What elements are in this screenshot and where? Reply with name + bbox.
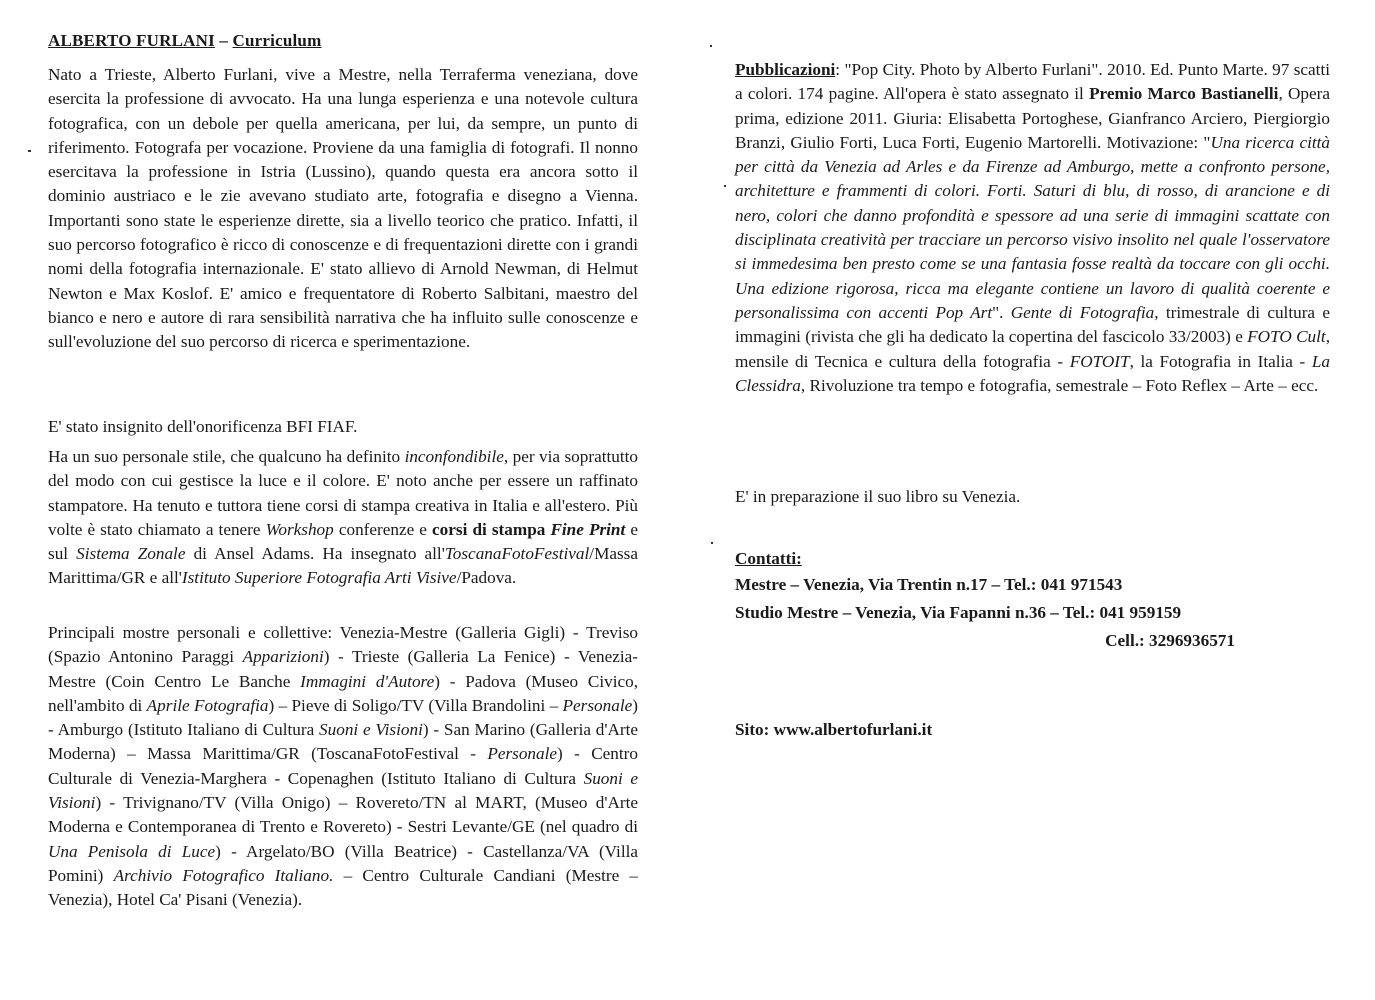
- italic-run: ToscanaFotoFestival: [444, 544, 590, 564]
- text-run: /Massa Marittima/GR e all': [48, 544, 638, 588]
- award-name: Premio Marco Bastianelli: [1089, 84, 1279, 104]
- text-run: : "Pop City. Photo by Alberto Furlani". 2010. Ed. Punto Marte. 97 scatti a colori. 174 pagine. All'opera è stato assegnato il: [735, 60, 1330, 104]
- italic-run: Personale: [487, 744, 558, 764]
- italic-run: Una Penisola di Luce: [48, 841, 216, 861]
- italic-run: Istituto Superiore Fotografia Arti Visive: [181, 568, 457, 588]
- text-run: e sul: [48, 519, 638, 564]
- italic-run: Archivio Fotografico Italiano.: [113, 865, 334, 885]
- contact-cell: Cell.: 3296936571: [1105, 631, 1235, 650]
- title-name: ALBERTO FURLANI: [48, 31, 215, 50]
- honor-paragraph: E' stato insignito dell'onorificenza BFI FIAF.: [48, 417, 358, 436]
- text-run: ) - Padova (Museo Civico, nell'ambito di: [48, 671, 638, 715]
- website-link[interactable]: Sito: www.albertofurlani.it: [735, 720, 933, 739]
- italic-run: FOTOIT: [1069, 351, 1130, 371]
- italic-run: FOTO Cult: [1247, 327, 1326, 347]
- text-run: , Rivoluzione tra tempo e fotografia, semestrale – Foto Reflex – Arte – ecc.: [800, 375, 1319, 395]
- title-curriculum: Curriculum: [232, 31, 322, 50]
- italic-run: Suoni e Visioni: [319, 720, 423, 740]
- text-run: , per via soprattutto del modo con cui gestisce la luce e il colore. E' noto anche per essere un raffinato stampatore. Ha tenuto e tuttora tiene corsi di stampa creativa in Italia e all'estero. Più volte è stato chiamato a tenere: [48, 447, 638, 539]
- italic-run: La Clessidra: [735, 351, 1330, 395]
- text-run: Principali mostre personali e collettive: Venezia-Mestre (Galleria Gigli) - Treviso (Spazio Antonino Paraggi: [48, 623, 638, 667]
- italic-run: Aprile Fotografia: [146, 695, 269, 715]
- text-run: , mensile di Tecnica e cultura della fotografia -: [735, 327, 1330, 371]
- text-run: ".: [992, 302, 1011, 322]
- text-run: ) - Centro Culturale di Venezia-Marghera - Copenaghen (Istituto Italiano di Cultura: [48, 744, 638, 788]
- motivation-quote: Una ricerca città per città da Venezia ad Arles e da Firenze ad Amburgo, mette a confronto persone, architetture e frammenti di colori. Forti. Saturi di blu, di rosso, di arancione e di nero, colori che danno profondità e spessore ad una serie di immagini scattate con disciplinata creatività per tracciare un percorso visivo insolito nel quale l'osservatore si immedesima ben presto come se una fantasia fosse realtà da toccare con gli occhi. Una edizione rigorosa, ricca ma elegante contiene un lavoro di qualità coerente e personalissima con accenti Pop Art: [735, 132, 1330, 322]
- text-run: ) - Trivignano/TV (Villa Onigo) – Rovereto/TN al MART, (Museo d'Arte Moderna e Contemporanea di Trento e Rovereto) - Sestri Levante/GE (nel quadro di: [48, 793, 638, 837]
- scan-speck: [724, 185, 726, 187]
- book-preparation-paragraph: E' in preparazione il suo libro su Venezia.: [735, 487, 1021, 506]
- text-run: di Ansel Adams. Ha insegnato all': [185, 544, 445, 564]
- contacts-label: Contatti:: [735, 549, 802, 568]
- italic-run: Suoni e Visioni: [48, 768, 638, 813]
- text-run: ) - Trieste (Galleria La Fenice) - Venezia-Mestre (Coin Centro Le Banche: [48, 647, 638, 691]
- italic-run: Personale: [562, 695, 633, 715]
- italic-run: inconfondibile: [404, 447, 504, 466]
- text-run: – Centro Culturale Candiani (Mestre – Venezia), Hotel Ca' Pisani (Venezia).: [48, 865, 638, 910]
- text-run: ) - San Marino (Galleria d'Arte Moderna) – Massa Marittima/GR (ToscanaFotoFestival -: [48, 720, 639, 764]
- text-run: , la Fotografia in Italia -: [1129, 351, 1312, 371]
- style-paragraph: [48, 445, 638, 591]
- scan-speck: [711, 542, 713, 544]
- text-run: ) - Amburgo (Istituto Italiano di Cultura: [48, 695, 638, 740]
- publications-label: Pubblicazioni: [735, 60, 836, 79]
- bold-italic-run: Fine Print: [550, 519, 626, 539]
- document-title: [48, 29, 321, 53]
- bold-run: corsi di stampa: [432, 519, 551, 539]
- contact-studio: Studio Mestre – Venezia, Via Fapanni n.36 – Tel.: 041 959159: [735, 603, 1182, 622]
- scan-speck: [28, 150, 31, 152]
- text-run: ) – Pieve di Soligo/TV (Villa Brandolini –: [268, 695, 563, 715]
- text-run: Ha un suo personale stile, che qualcuno ha definito: [48, 447, 405, 466]
- publications-paragraph: [735, 58, 1330, 398]
- text-run: ) - Argelato/BO (Villa Beatrice) - Castellanza/VA (Villa Pomini): [48, 841, 638, 885]
- italic-run: Immagini d'Autore: [300, 671, 435, 691]
- exhibitions-paragraph: [48, 621, 638, 913]
- biography-paragraph: Nato a Trieste, Alberto Furlani, vive a Mestre, nella Terraferma veneziana, dove esercita la professione di avvocato. Ha una lunga esperienza e una notevole cultura fotografica, con un debole per quella americana, per lui, da sempre, un punto di riferimento. Fotografa per vocazione. Proviene da una famiglia di fotografi. Il nonno esercitava la professione in Istria (Lussino), quando questa era ancora sotto il dominio austriaco e le zie avevano studiato arte, fotografia e disegno a Vienna. Importanti sono state le esperienze dirette, sia a livello teorico che pratico. Infatti, il suo percorso fotografico è ricco di conoscenze e di frequentazioni dirette con i grandi nomi della fotografia internazionale. E' stato allievo di Arnold Newman, di Helmut Newton e Max Koslof. E' amico e frequentatore di Roberto Salbitani, maestro del bianco e nero e autore di rara sensibilità narrativa che ha influito sulle conoscenze e sull'evoluzione del suo percorso di ricerca e sperimentazione.: [48, 65, 638, 352]
- contact-mestre: Mestre – Venezia, Via Trentin n.17 – Tel.: 041 971543: [735, 575, 1123, 594]
- italic-run: Workshop: [265, 519, 334, 539]
- text-run: conferenze e: [333, 519, 433, 539]
- text-run: , trimestrale di cultura e immagini (rivista che gli ha dedicato la copertina del fascicolo 33/2003) e: [735, 302, 1330, 347]
- italic-run: Gente di Fotografia: [1010, 302, 1155, 322]
- scan-speck: [710, 45, 712, 47]
- title-separator: –: [214, 31, 233, 50]
- italic-run: Sistema Zonale: [76, 544, 186, 564]
- text-run: , Opera prima, edizione 2011. Giuria: Elisabetta Portoghese, Gianfranco Arciero, Piergiorgio Branzi, Giulio Forti, Luca Forti, Eugenio Martorelli. Motivazione: ": [735, 84, 1330, 152]
- italic-run: Apparizioni: [242, 647, 324, 667]
- text-run: /Padova.: [456, 568, 517, 588]
